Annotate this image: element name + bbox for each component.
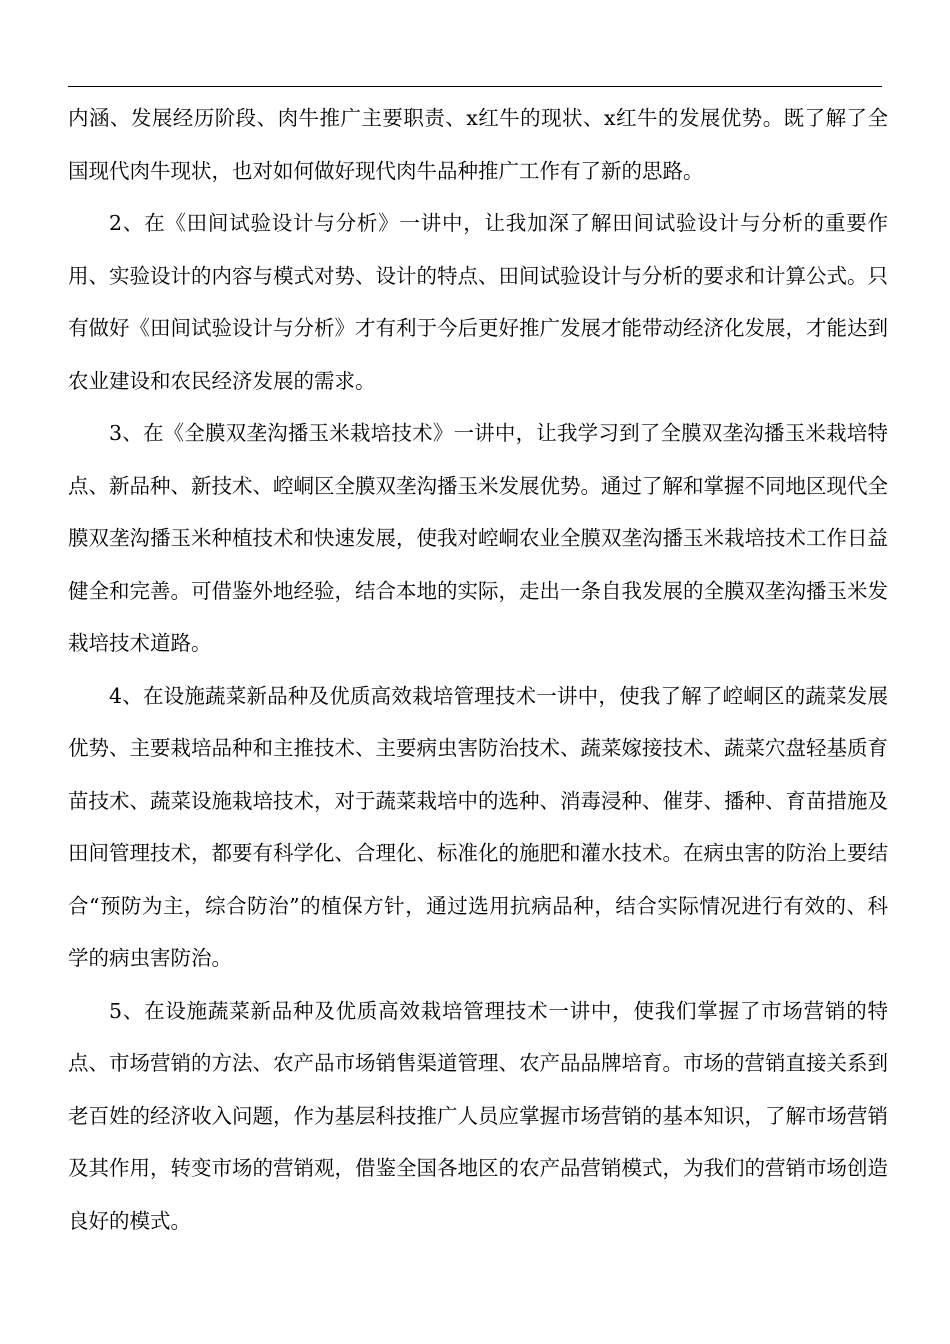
document-body [68,92,888,1247]
paragraph-item-2: 2、在《田间试验设计与分析》一讲中，让我加深了解田间试验设计与分析的重要作用、实验设计的内容与模式对势、设计的特点、田间试验设计与分析的要求和计算公式。只有做好《田间试验设计与分析》才有利于今后更好推广发展才能带动经济化发展，才能达到农业建设和农民经济发展的需求。 [68,211,888,393]
paragraph-item-4: 4、在设施蔬菜新品种及优质高效栽培管理技术一讲中，使我了解了崆峒区的蔬菜发展优势、主要栽培品种和主推技术、主要病虫害防治技术、蔬菜嫁接技术、蔬菜穴盘轻基质育苗技术、蔬菜设施栽培技术，对于蔬菜栽培中的选种、消毒浸种、催芽、播种、育苗措施及田间管理技术，都要有科学化、合理化、标准化的施肥和灌水技术。在病虫害的防治上要结合“预防为主，综合防治”的植保方针，通过选用抗病品种，结合实际情况进行有效的、科学的病虫害防治。 [68,683,888,970]
paragraph-item-5: 5、在设施蔬菜新品种及优质高效栽培管理技术一讲中，使我们掌握了市场营销的特点、市场营销的方法、农产品市场销售渠道管理、农产品品牌培育。市场的营销直接关系到老百姓的经济收入问题，作为基层科技推广人员应掌握市场营销的基本知识，了解市场营销及其作用，转变市场的营销观，借鉴全国各地区的农产品营销模式，为我们的营销市场创造良好的模式。 [68,998,888,1233]
paragraph-item-3: 3、在《全膜双垄沟播玉米栽培技术》一讲中，让我学习到了全膜双垄沟播玉米栽培特点、新品种、新技术、崆峒区全膜双垄沟播玉米发展优势。通过了解和掌握不同地区现代全膜双垄沟播玉米种植技术和快速发展，使我对崆峒农业全膜双垄沟播玉米栽培技术工作日益健全和完善。可借鉴外地经验，结合本地的实际，走出一条自我发展的全膜双垄沟播玉米发栽培技术道路。 [68,421,888,655]
header-rule [68,86,882,87]
paragraph-continuation: 内涵、发展经历阶段、肉牛推广主要职责、x红牛的现状、x红牛的发展优势。既了解了全国现代肉牛现状，也对如何做好现代肉牛品种推广工作有了新的思路。 [68,106,888,183]
